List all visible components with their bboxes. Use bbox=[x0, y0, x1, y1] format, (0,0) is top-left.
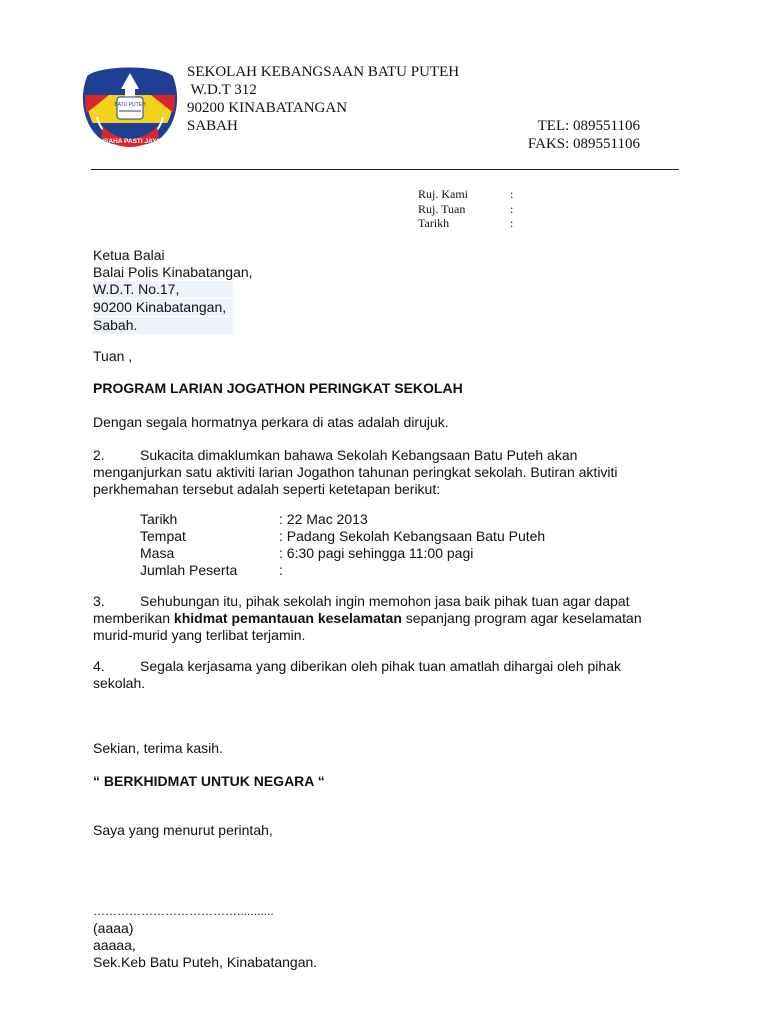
detail-venue-value: : Padang Sekolah Kebangsaan Batu Puteh bbox=[279, 528, 546, 544]
paragraph-3-line2-start: memberikan bbox=[93, 610, 174, 626]
ref-kami-label: Ruj. Kami bbox=[418, 187, 468, 201]
ref-date-label: Tarikh bbox=[418, 216, 450, 230]
paragraph-2-number: 2. bbox=[93, 447, 105, 463]
recipient-line2: Balai Polis Kinabatangan, bbox=[93, 264, 253, 280]
recipient-line5: Sabah. bbox=[93, 317, 233, 334]
school-telephone: TEL: 089551106 bbox=[537, 118, 640, 134]
ref-tuan-colon: : bbox=[510, 202, 514, 216]
paragraph-4-line2: sekolah. bbox=[93, 675, 146, 691]
paragraph-3-line2 bbox=[93, 610, 642, 627]
detail-participants-label: Jumlah Peserta bbox=[140, 562, 238, 578]
school-address-line1: W.D.T 312 bbox=[187, 82, 257, 98]
motto: “ BERKHIDMAT UNTUK NEGARA “ bbox=[93, 773, 325, 789]
salutation: Tuan , bbox=[93, 348, 133, 364]
crest-motto-text: USAHA PASTI JAYA bbox=[99, 138, 161, 145]
signatory-name: (aaaa) bbox=[93, 920, 134, 936]
school-fax: FAKS: 089551106 bbox=[527, 136, 640, 152]
sign-off: Saya yang menurut perintah, bbox=[93, 822, 273, 838]
school-name: SEKOLAH KEBANGSAAN BATU PUTEH bbox=[187, 64, 460, 80]
ref-date-colon: : bbox=[510, 216, 514, 230]
recipient-line4: 90200 Kinabatangan, bbox=[93, 299, 233, 316]
signatory-title: aaaaa, bbox=[93, 937, 136, 953]
paragraph-3-line3: murid-murid yang terlibat terjamin. bbox=[93, 627, 306, 643]
detail-date-label: Tarikh bbox=[140, 511, 178, 527]
letterhead-divider bbox=[91, 169, 679, 170]
recipient-line1: Ketua Balai bbox=[93, 247, 165, 263]
school-crest-icon bbox=[79, 61, 181, 153]
crest-top-text: BATU PUTEH bbox=[114, 102, 146, 108]
school-address-line2: 90200 KINABATANGAN bbox=[187, 100, 348, 116]
paragraph-2-line2: menganjurkan satu aktiviti larian Jogathon tahunan peringkat sekolah. Butiran aktiviti bbox=[93, 464, 618, 480]
closing-text: Sekian, terima kasih. bbox=[93, 740, 223, 756]
ref-tuan-label: Ruj. Tuan bbox=[418, 202, 466, 216]
paragraph-3-line1: Sehubungan itu, pihak sekolah ingin memohon jasa baik pihak tuan agar dapat bbox=[140, 593, 630, 609]
subject-heading: PROGRAM LARIAN JOGATHON PERINGKAT SEKOLAH bbox=[93, 380, 463, 396]
paragraph-4-line1: Segala kerjasama yang diberikan oleh pihak tuan amatlah dihargai oleh pihak bbox=[140, 658, 621, 674]
signature-line: ………………………………........... bbox=[93, 904, 274, 918]
paragraph-3-emphasis: khidmat pemantauan keselamatan bbox=[173, 610, 402, 626]
recipient-line3: W.D.T. No.17, bbox=[93, 281, 233, 298]
paragraph-3-number: 3. bbox=[93, 593, 105, 609]
ref-kami-colon: : bbox=[510, 187, 514, 201]
signatory-organization: Sek.Keb Batu Puteh, Kinabatangan. bbox=[93, 954, 318, 970]
paragraph-2-line1: Sukacita dimaklumkan bahawa Sekolah Kebangsaan Batu Puteh akan bbox=[140, 447, 578, 463]
paragraph-3-line2-end: sepanjang program agar keselamatan bbox=[401, 610, 642, 626]
school-address-line3: SABAH bbox=[187, 118, 238, 134]
detail-time-value: : 6:30 pagi sehingga 11:00 pagi bbox=[279, 545, 474, 561]
detail-date-value: : 22 Mac 2013 bbox=[279, 511, 368, 527]
paragraph-2-line3: perkhemahan tersebut adalah seperti ketetapan berikut: bbox=[93, 481, 441, 497]
paragraph-1: Dengan segala hormatnya perkara di atas adalah dirujuk. bbox=[93, 414, 449, 430]
detail-venue-label: Tempat bbox=[140, 528, 186, 544]
paragraph-4-number: 4. bbox=[93, 658, 105, 674]
detail-participants-value: : bbox=[279, 562, 283, 578]
detail-time-label: Masa bbox=[140, 545, 175, 561]
